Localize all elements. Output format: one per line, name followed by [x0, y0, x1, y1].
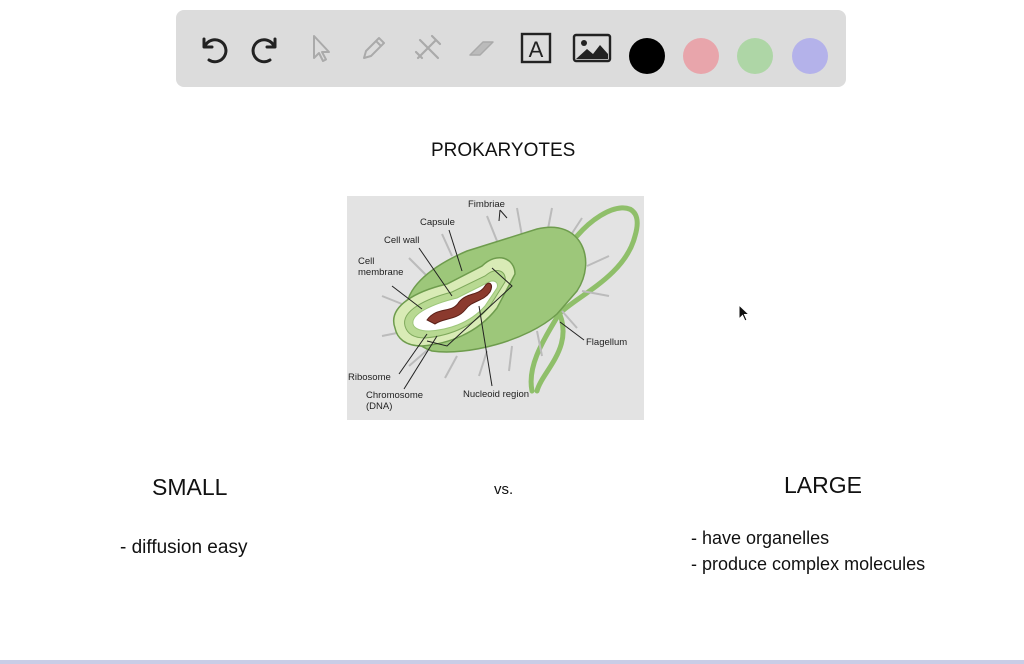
label-cell-wall: Cell wall: [384, 235, 420, 246]
text-tool-glyph: A: [528, 37, 544, 62]
eraser-icon[interactable]: [462, 28, 502, 68]
drawing-toolbar: [176, 10, 846, 87]
color-swatch-black[interactable]: [629, 38, 665, 74]
color-swatch-purple[interactable]: [792, 38, 828, 74]
color-swatch-green[interactable]: [737, 38, 773, 74]
large-point-2: - produce complex molecules: [691, 554, 926, 574]
title-text: PROKARYOTES: [431, 140, 576, 161]
label-capsule: Capsule: [420, 217, 455, 228]
insert-image-icon[interactable]: [572, 28, 612, 68]
tools-icon[interactable]: [408, 28, 448, 68]
undo-icon[interactable]: [193, 28, 233, 68]
vs-text: vs.: [494, 481, 514, 498]
mouse-cursor-icon: [738, 304, 750, 327]
large-point-1: - have organelles: [691, 528, 830, 548]
label-flagellum: Flagellum: [586, 337, 628, 348]
color-swatch-pink[interactable]: [683, 38, 719, 74]
label-chromosome: Chromosome (DNA): [366, 390, 424, 412]
small-point-1: - diffusion easy: [120, 537, 248, 558]
large-heading: LARGE: [784, 472, 862, 498]
text-box-icon[interactable]: [516, 28, 556, 68]
bottom-edge-bar: [0, 660, 1024, 664]
small-heading: SMALL: [152, 474, 228, 500]
label-nucleoid-region: Nucleoid region: [463, 389, 530, 400]
redo-icon[interactable]: [246, 28, 286, 68]
prokaryote-cell-diagram: [347, 196, 644, 420]
label-ribosome: Ribosome: [348, 372, 391, 383]
diagram-illustration: [347, 196, 644, 420]
select-pointer-icon[interactable]: [300, 28, 340, 68]
label-cell-membrane: Cell membrane: [358, 256, 404, 278]
label-fimbriae: Fimbriae: [468, 199, 505, 210]
pen-icon[interactable]: [354, 28, 394, 68]
